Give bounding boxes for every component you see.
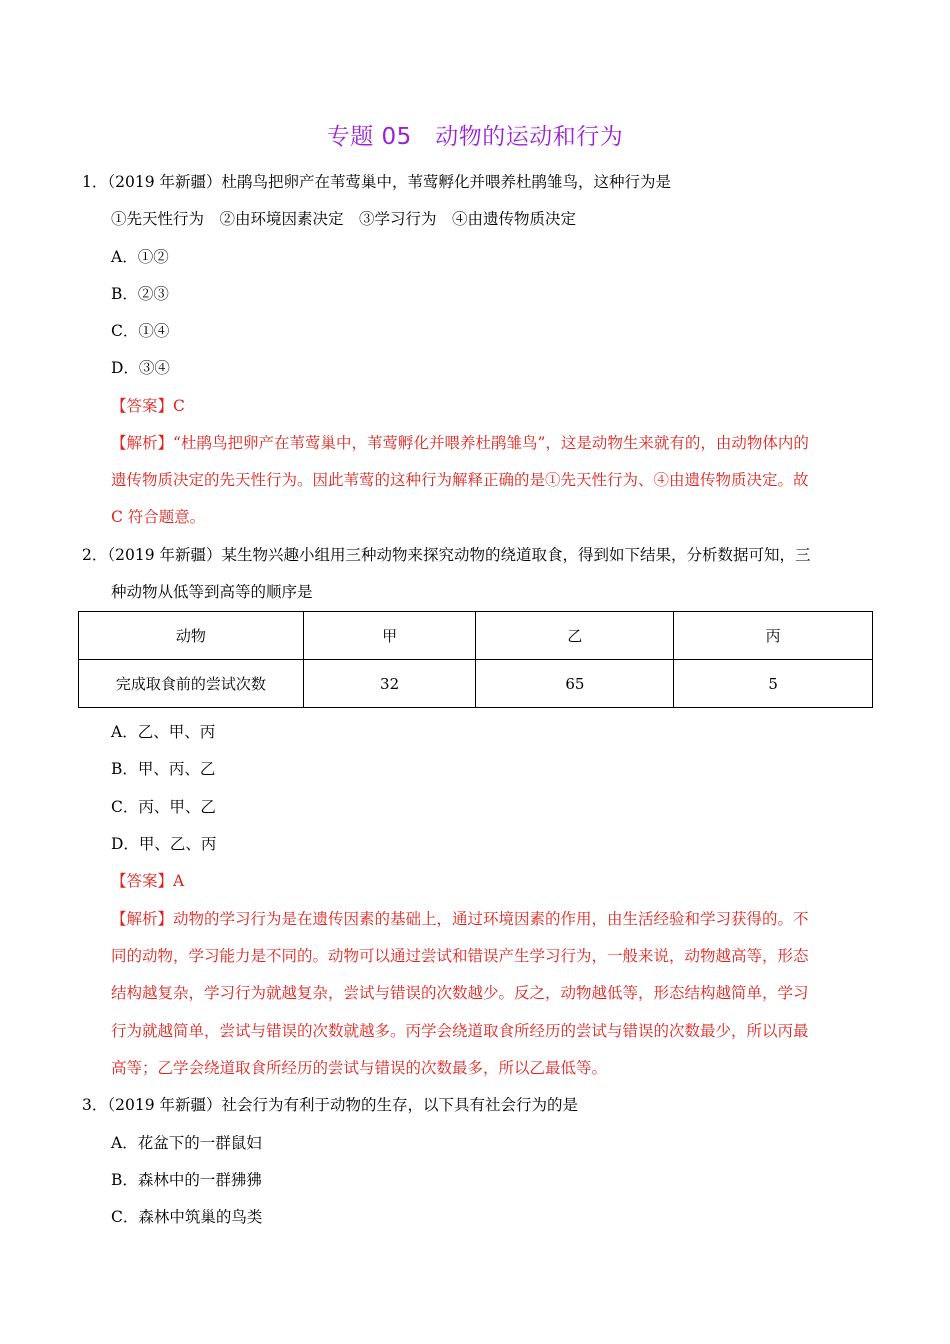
question-2-stem-line-2: 种动物从低等到高等的顺序是 bbox=[111, 583, 313, 601]
answer-label: 【答案】 bbox=[111, 397, 174, 415]
question-2-stem-line-1: 2．（2019 年新疆）某生物兴趣小组用三种动物来探究动物的绕道取食，得到如下结果，分析数据可知，三 bbox=[82, 546, 811, 564]
question-2-option-c: C．丙、甲、乙 bbox=[111, 798, 216, 816]
question-2-analysis-line-3: 结构越复杂，学习行为就越复杂，尝试与错误的次数越少。反之，动物越低等，形态结构越简单，学习 bbox=[111, 984, 809, 1002]
table-header-cell: 动物 bbox=[79, 612, 304, 660]
table-header-row bbox=[79, 612, 873, 660]
question-1-analysis-line-2: 遗传物质决定的先天性行为。因此苇莺的这种行为解释正确的是①先天性行为、④由遗传物质决定。故 bbox=[111, 471, 809, 489]
question-1-statements: ①先天性行为 ②由环境因素决定 ③学习行为 ④由遗传物质决定 bbox=[111, 210, 577, 228]
question-2-answer bbox=[111, 871, 184, 891]
question-1-analysis-line-1 bbox=[111, 433, 809, 453]
table-row-label: 完成取食前的尝试次数 bbox=[79, 660, 304, 708]
answer-value: A bbox=[173, 872, 185, 890]
table-cell: 5 bbox=[674, 660, 873, 708]
analysis-text: 动物的学习行为是在遗传因素的基础上，通过环境因素的作用，由生活经验和学习获得的。不 bbox=[173, 910, 809, 928]
answer-label: 【答案】 bbox=[111, 872, 174, 890]
question-1-option-a: A．①② bbox=[111, 248, 169, 266]
question-2-option-d: D．甲、乙、丙 bbox=[111, 835, 217, 853]
question-1-option-d: D．③④ bbox=[111, 359, 170, 377]
question-2-analysis-line-2: 同的动物，学习能力是不同的。动物可以通过尝试和错误产生学习行为，一般来说，动物越高等，形态 bbox=[111, 947, 809, 965]
question-2-option-a: A．乙、甲、丙 bbox=[111, 723, 216, 741]
analysis-label: 【解析】 bbox=[111, 910, 174, 928]
question-3-option-c: C．森林中筑巢的鸟类 bbox=[111, 1208, 263, 1226]
question-1-stem: 1．（2019 年新疆）杜鹃鸟把卵产在苇莺巢中，苇莺孵化并喂养杜鹃雏鸟，这种行为是 bbox=[82, 173, 671, 191]
analysis-text: “杜鹃鸟把卵产在苇莺巢中，苇莺孵化并喂养杜鹃雏鸟”，这是动物生来就有的，由动物体内的 bbox=[173, 434, 809, 452]
analysis-label: 【解析】 bbox=[111, 434, 174, 452]
answer-value: C bbox=[173, 397, 185, 415]
table-header-cell: 乙 bbox=[476, 612, 674, 660]
question-1-option-b: B．②③ bbox=[111, 285, 169, 303]
question-1-analysis-line-3: C 符合题意。 bbox=[111, 508, 206, 526]
question-3-option-b: B．森林中的一群狒狒 bbox=[111, 1171, 262, 1189]
page-title: 专题 05 动物的运动和行为 bbox=[326, 124, 624, 150]
table-cell: 32 bbox=[303, 660, 476, 708]
table-row bbox=[79, 660, 873, 708]
question-2-analysis-line-5: 高等；乙学会绕道取食所经历的尝试与错误的次数最多，所以乙最低等。 bbox=[111, 1059, 608, 1077]
question-2-analysis-line-4: 行为就越简单，尝试与错误的次数就越多。丙学会绕道取食所经历的尝试与错误的次数最少，所以丙最 bbox=[111, 1022, 809, 1040]
question-2-analysis-line-1 bbox=[111, 909, 809, 929]
question-2-option-b: B．甲、丙、乙 bbox=[111, 760, 216, 778]
data-table bbox=[78, 611, 873, 708]
table-header-cell: 甲 bbox=[303, 612, 476, 660]
table-cell: 65 bbox=[476, 660, 674, 708]
question-3-stem: 3．（2019 年新疆）社会行为有利于动物的生存，以下具有社会行为的是 bbox=[82, 1096, 578, 1114]
question-1-answer bbox=[111, 396, 185, 416]
table-header-cell: 丙 bbox=[674, 612, 873, 660]
question-1-option-c: C．①④ bbox=[111, 322, 170, 340]
question-3-option-a: A．花盆下的一群鼠妇 bbox=[111, 1134, 262, 1152]
